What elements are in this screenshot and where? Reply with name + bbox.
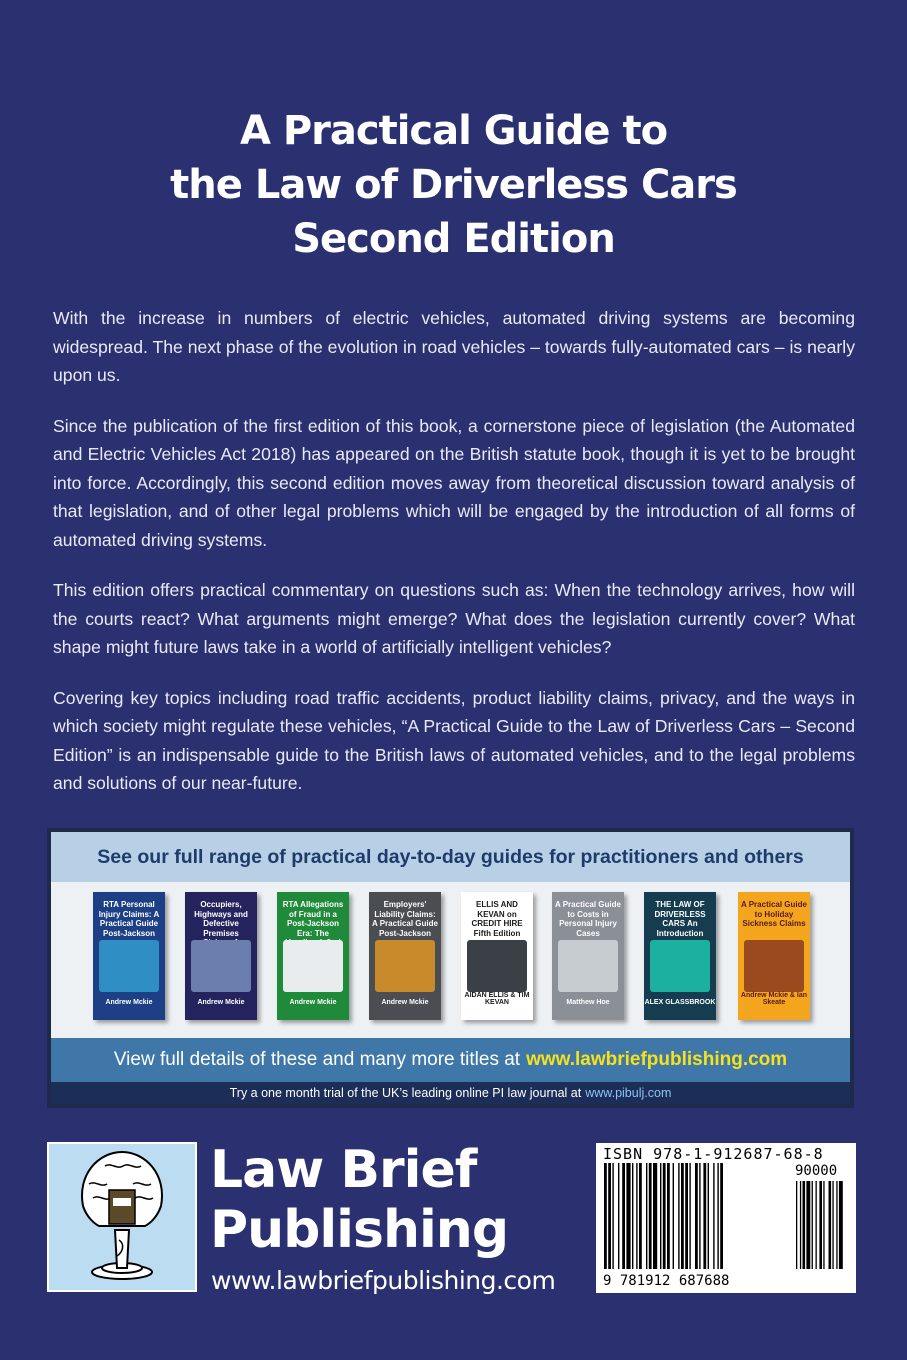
book-cover-art bbox=[99, 940, 159, 992]
blurb-paragraph-2: Since the publication of the first edition of this book, a cornerstone piece of legislation (the Automated and Electric Vehicles Act 2018) has appeared on the British statute book, though it is yet to be brought into force. Accordingly, this second edition moves away from theoretical discussion toward analysis of that legislation, and of other legal problems which will be engaged by the introduction of all forms of automated driving systems. bbox=[53, 415, 855, 550]
book-cover-art bbox=[467, 940, 527, 992]
book-cover bbox=[277, 892, 349, 1020]
isbn-text: ISBN 978-1-912687-68-8 bbox=[603, 1145, 824, 1163]
barcode-addon-bar bbox=[829, 1181, 832, 1269]
barcode-bar bbox=[636, 1163, 637, 1269]
blurb-paragraph-3: This edition offers practical commentary on questions such as: When the technology arrives, how will the courts react? What arguments might emerge? What does the legislation currently cover? What shape might future laws take in a world of artificially intelligent vehicles? bbox=[53, 580, 855, 657]
promo-trial-bar bbox=[51, 1082, 850, 1104]
book-cover-art bbox=[744, 940, 804, 992]
book-cover-art bbox=[191, 940, 251, 992]
book-cover-title: Employers' Liability Claims: A Practical Guide Post-Jackson bbox=[372, 900, 438, 938]
book-cover-title: RTA Personal Injury Claims: A Practical Guide Post-Jackson bbox=[98, 900, 160, 938]
barcode-addon-bar bbox=[823, 1181, 824, 1269]
book-cover-art bbox=[650, 940, 710, 992]
book-cover-author: ALEX GLASSBROOK bbox=[644, 999, 716, 1006]
barcode-bar bbox=[681, 1163, 684, 1269]
barcode-bar bbox=[663, 1163, 666, 1269]
promo-link-bar[interactable] bbox=[51, 1038, 850, 1082]
book-cover-author: Matthew Hoe bbox=[566, 999, 610, 1006]
book-shelf bbox=[51, 882, 850, 1038]
barcode-addon-bar bbox=[816, 1181, 817, 1269]
blurb-paragraph-1: With the increase in numbers of electric vehicles, automated driving systems are becoming widespread. The next phase of the evolution in road vehicles – towards fully-automated cars – is nearly upon us. bbox=[53, 308, 855, 385]
barcode-bar bbox=[689, 1163, 690, 1269]
title-line-1: A Practical Guide to bbox=[239, 108, 668, 154]
title-line-3: Second Edition bbox=[292, 216, 615, 262]
book-cover-title: RTA Allegations of Fraud in a Post-Jackson Era: The bbox=[282, 900, 344, 938]
book-cover bbox=[644, 892, 716, 1020]
barcode-addon-bar bbox=[839, 1181, 843, 1269]
barcode-bar bbox=[612, 1163, 613, 1269]
barcode-bar bbox=[699, 1163, 700, 1269]
price-addon-digits: 90000 bbox=[795, 1163, 838, 1179]
barcode-addon-bar bbox=[796, 1181, 797, 1269]
book-cover bbox=[738, 892, 810, 1020]
barcode-bar bbox=[720, 1163, 723, 1269]
barcode-addon-bar bbox=[836, 1181, 837, 1269]
book-cover-art bbox=[375, 940, 435, 992]
book-cover-title: ELLIS AND KEVAN on CREDIT HIRE Fifth Edition bbox=[471, 900, 523, 938]
barrister-wig-logo-icon bbox=[49, 1144, 195, 1290]
book-cover bbox=[185, 892, 257, 1020]
barcode-bar bbox=[604, 1163, 607, 1269]
barcode-bar bbox=[632, 1163, 633, 1269]
barcode-bar bbox=[660, 1163, 661, 1269]
barcode-bar bbox=[626, 1163, 630, 1269]
barcode-bar bbox=[708, 1163, 709, 1269]
book-cover-author: Andrew Mckie bbox=[197, 999, 245, 1006]
barcode-bar bbox=[678, 1163, 679, 1269]
barcode-bar bbox=[608, 1163, 611, 1269]
book-cover-title: Occupiers, Highways and Defective Premises bbox=[194, 900, 248, 938]
publisher-logo bbox=[47, 1142, 197, 1292]
barcode-bar bbox=[673, 1163, 674, 1269]
promo-link-text: View full details of these and many more titles at bbox=[113, 1049, 521, 1070]
promo-panel bbox=[47, 828, 854, 1108]
barcode-bar bbox=[653, 1163, 657, 1269]
blurb bbox=[53, 304, 855, 820]
book-cover-art bbox=[558, 940, 618, 992]
barcode-addon-bar bbox=[832, 1181, 833, 1269]
book-cover-author: Andrew Mckie bbox=[381, 999, 429, 1006]
book-cover-title: A Practical Guide to Holiday Sickness Claims bbox=[741, 900, 807, 928]
publisher-name-line-1: Law Brief bbox=[210, 1140, 477, 1200]
book-cover bbox=[93, 892, 165, 1020]
promo-trial-text: Try a one month trial of the UK’s leading online PI law journal at bbox=[229, 1086, 582, 1100]
barcode-addon-bar bbox=[812, 1181, 813, 1269]
barcode-bar bbox=[685, 1163, 688, 1269]
barcode-bar bbox=[646, 1163, 647, 1269]
barcode-bar bbox=[639, 1163, 642, 1269]
barcode-bar bbox=[622, 1163, 625, 1269]
barcode-bar bbox=[713, 1163, 714, 1269]
book-cover-author: Andrew Mckie & Ian Skeate bbox=[740, 992, 808, 1006]
title-line-2: the Law of Driverless Cars bbox=[170, 162, 737, 208]
publisher-name bbox=[210, 1140, 508, 1260]
book-cover bbox=[369, 892, 441, 1020]
promo-link-url[interactable]: www.lawbriefpublishing.com bbox=[526, 1049, 788, 1070]
publisher-url[interactable]: www.lawbriefpublishing.com bbox=[211, 1266, 556, 1295]
book-title bbox=[0, 104, 907, 266]
publisher-name-line-2: Publishing bbox=[210, 1200, 509, 1260]
promo-trial-url[interactable]: www.pibulj.com bbox=[585, 1086, 672, 1100]
book-cover-art bbox=[283, 940, 343, 992]
book-cover-author: AIDAN ELLIS & TIM KEVAN bbox=[464, 992, 530, 1006]
barcode-icon bbox=[596, 1163, 856, 1275]
barcode-bar bbox=[649, 1163, 652, 1269]
barcode-addon-bar bbox=[800, 1181, 801, 1269]
barcode-bar bbox=[618, 1163, 619, 1269]
book-cover-author: Andrew Mckie bbox=[289, 999, 337, 1006]
book-cover-title: A Practical Guide to Costs in Personal Injury Cases bbox=[555, 900, 621, 938]
book-cover bbox=[461, 892, 533, 1020]
barcode-bar bbox=[703, 1163, 706, 1269]
isbn-barcode bbox=[596, 1143, 856, 1293]
blurb-paragraph-4: Covering key topics including road traffic accidents, product liability claims, privacy, and the ways in which society might regulate these vehicles, “A Practical Guide to the Law of Driverless Cars – Second Edition” is an indispensable guide to the British laws of automated vehicles, and to the legal problems and solutions of our near-future. bbox=[53, 687, 855, 793]
book-cover-author: Andrew Mckie bbox=[105, 999, 153, 1006]
barcode-bar bbox=[695, 1163, 698, 1269]
book-cover-title: THE LAW OF DRIVERLESS CARS An Introduction bbox=[654, 900, 706, 938]
ean-digits: 9 781912 687688 bbox=[603, 1273, 730, 1289]
barcode-addon-bar bbox=[806, 1181, 810, 1269]
barcode-bar bbox=[667, 1163, 670, 1269]
barcode-addon-bar bbox=[803, 1181, 806, 1269]
barcode-bar bbox=[717, 1163, 718, 1269]
promo-heading: See our full range of practical day-to-day guides for practitioners and others bbox=[51, 832, 850, 882]
book-cover bbox=[552, 892, 624, 1020]
barcode-addon-bar bbox=[819, 1181, 822, 1269]
